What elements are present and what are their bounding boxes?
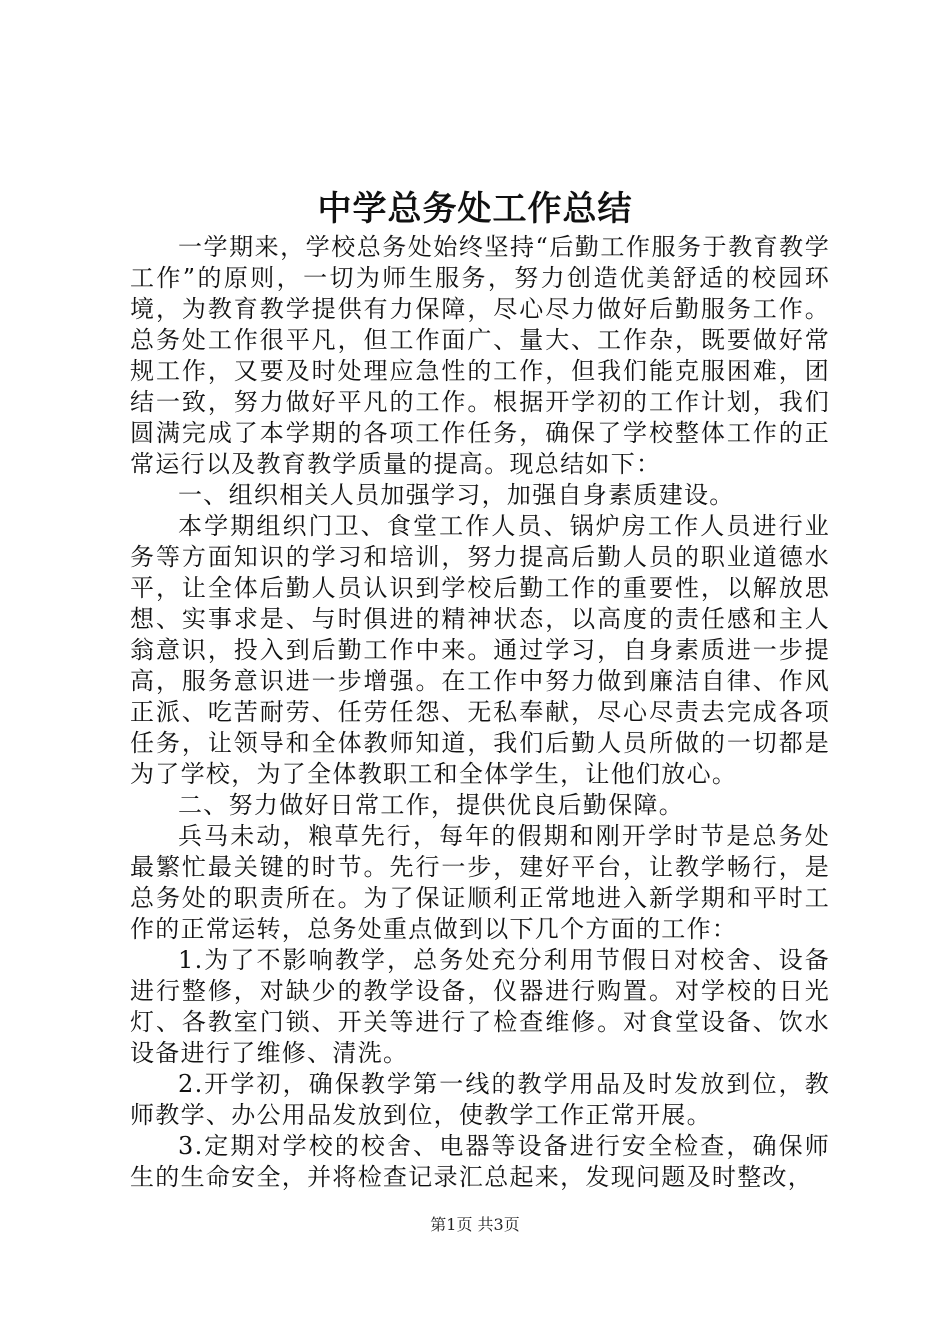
paragraph-section-2: 兵马未动，粮草先行，每年的假期和刚开学时节是总务处最繁忙最关键的时节。先行一步，建好平台，让教学畅行，是总务处的职责所在。为了保证顺利正常地进入新学期和平时工作的正常运转，总务处重点做到以下几个方面的工作：: [130, 822, 830, 943]
section-heading-2: 二、努力做好日常工作，提供优良后勤保障。: [178, 791, 684, 819]
list-item-2: 2.开学初，确保教学第一线的教学用品及时发放到位，教师教学、办公用品发放到位，使教学工作正常开展。: [130, 1070, 830, 1129]
document-title: 中学总务处工作总结: [317, 189, 633, 229]
page-number-footer: 第1页 共3页: [430, 1215, 520, 1234]
list-item-3: 3.定期对学校的校舍、电器等设备进行安全检查，确保师生的生命安全，并将检查记录汇总起来，发现问题及时整改，: [130, 1132, 830, 1191]
paragraph-intro: 一学期来，学校总务处始终坚持“后勤工作服务于教育教学工作”的原则，一切为师生服务，努力创造优美舒适的校园环境，为教育教学提供有力保障，尽心尽力做好后勤服务工作。总务处工作很平凡，但工作面广、量大、工作杂，既要做好常规工作，又要及时处理应急性的工作，但我们能克服困难，团结一致，努力做好平凡的工作。根据开学初的工作计划，我们圆满完成了本学期的各项工作任务，确保了学校整体工作的正常运行以及教育教学质量的提高。现总结如下：: [130, 233, 830, 478]
paragraph-section-1: 本学期组织门卫、食堂工作人员、锅炉房工作人员进行业务等方面知识的学习和培训，努力提高后勤人员的职业道德水平，让全体后勤人员认识到学校后勤工作的重要性，以解放思想、实事求是、与时俱进的精神状态，以高度的责任感和主人翁意识，投入到后勤工作中来。通过学习，自身素质进一步提高，服务意识进一步增强。在工作中努力做到廉洁自律、作风正派、吃苦耐劳、任劳任怨、无私奉献，尽心尽责去完成各项任务，让领导和全体教师知道，我们后勤人员所做的一切都是为了学校，为了全体教职工和全体学生，让他们放心。: [130, 512, 830, 788]
document-body: [130, 232, 830, 1193]
list-item-1: 1.为了不影响教学，总务处充分利用节假日对校舍、设备进行整修，对缺少的教学设备，仪器进行购置。对学校的日光灯、各教室门锁、开关等进行了检查维修。对食堂设备、饮水设备进行了维修、清洗。: [130, 946, 830, 1067]
section-heading-1: 一、组织相关人员加强学习，加强自身素质建设。: [178, 481, 735, 509]
